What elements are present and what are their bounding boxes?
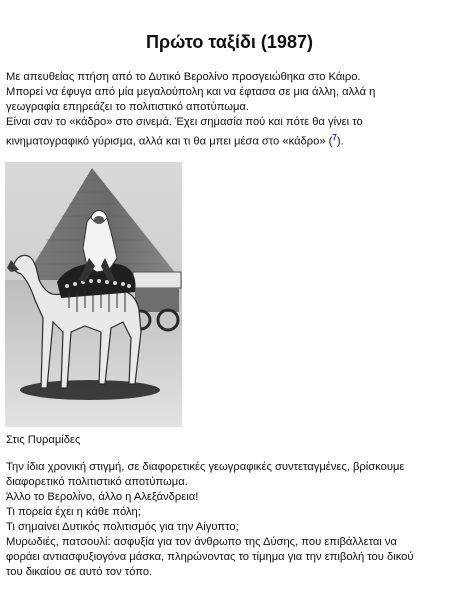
intro-line-end: ). [336,135,344,148]
body-line: διαφορετικό πολιτιστικό αποτύπωμα. [6,476,188,488]
body-line: Μυρωδιές, πατσουλί: ασφυξία για τον άνθρωπο της Δύσης, που επιβάλλεται να [6,536,397,548]
body-line: φοράει αντιασφυξιογόνα μάσκα, πληρώνοντας το τίμημα για την επιβολή του δικού [6,551,414,563]
intro-line: γεωγραφία επηρεάζει το πολιτιστικό αποτύπωμα. [6,101,250,113]
body-paragraph [6,460,452,580]
body-line: Τι σημαίνει Δυτικός πολιτισμός για την Αίγυπτο; [6,521,239,533]
photo-caption: Στις Πυραμίδες [6,434,81,446]
intro-paragraph [6,70,452,150]
body-line: Τι πορεία έχει η κάθε πόλη; [6,506,141,518]
photo-camel-pyramid [5,162,182,427]
intro-line: Είναι σαν το «κάδρο» στο σινεμά. Έχει σημασία πού και πότε θα γίνει το [6,116,363,128]
footnote-link[interactable]: 7 [332,133,337,142]
page-title: Πρώτο ταξίδι (1987) [146,32,313,52]
body-line: Άλλο το Βερολίνο, άλλο η Αλεξάνδρεια! [6,491,199,503]
body-line: Την ίδια χρονική στιγμή, σε διαφορετικές γεωγραφικές συντεταγμένες, βρίσκουμε [6,461,405,473]
intro-line-with-footnote [6,130,452,150]
intro-line: Με απευθείας πτήση από το Δυτικό Βερολίνο προσγειώθηκα στο Κάιρο. [6,71,361,83]
body-line: του δικαίου σε αυτό τον τόπο. [6,566,153,578]
photo-image [5,162,182,427]
intro-line: Μπορεί να έφυγα από μία μεγαλούπολη και να έφτασα σε μια άλλη, αλλά η [6,86,376,98]
intro-line-text: κινηματογραφικό γύρισμα, αλλά και τι θα μπει μέσα στο «κάδρο» ( [6,135,333,148]
